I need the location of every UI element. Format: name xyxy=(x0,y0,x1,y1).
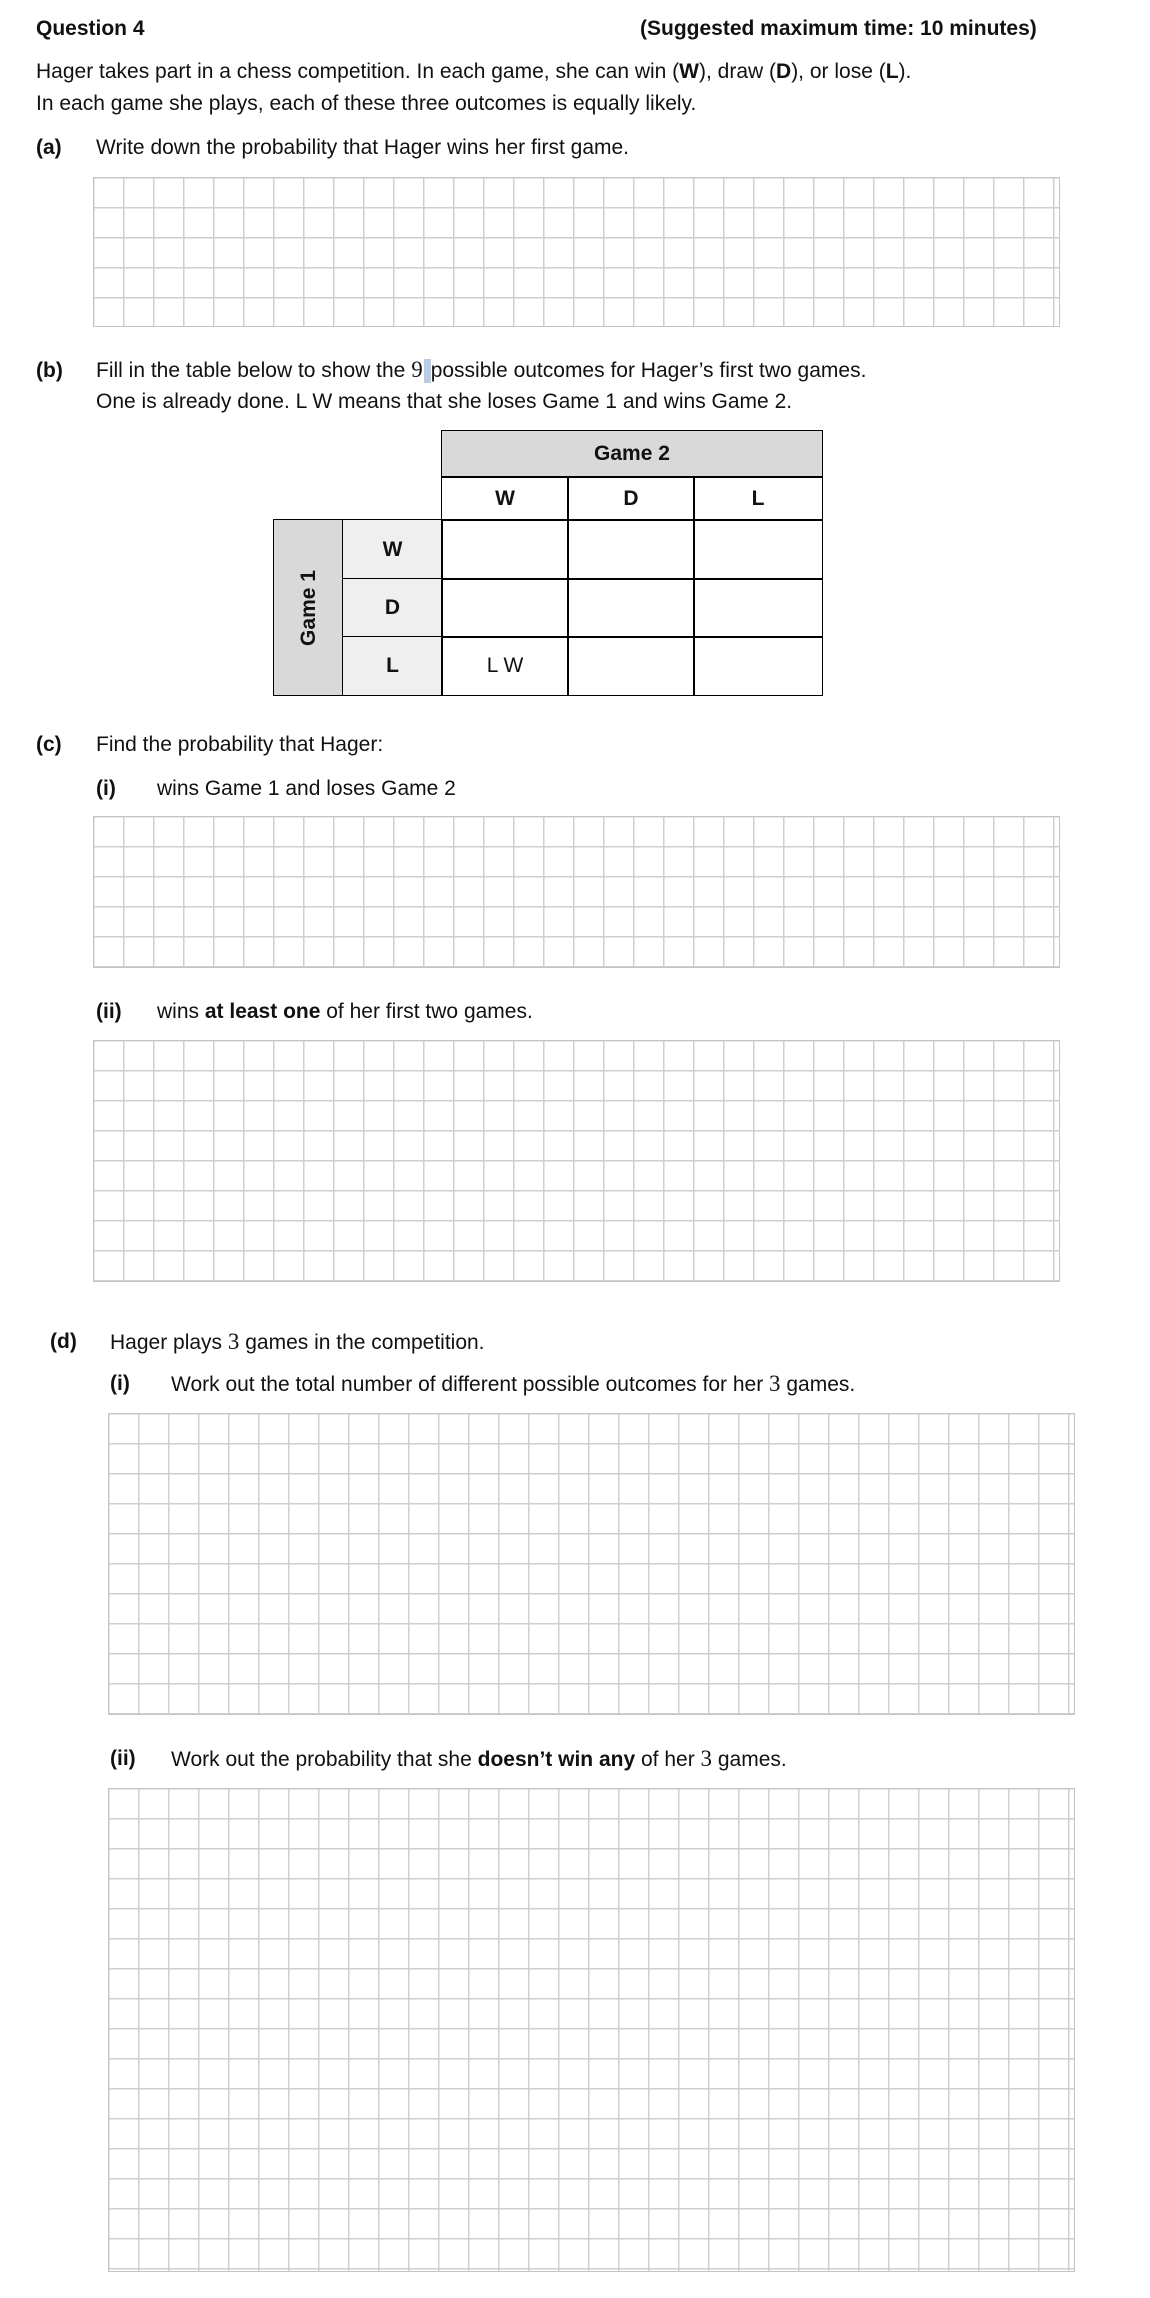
part-d-i-label: (i) xyxy=(110,1372,130,1395)
part-d-label: (d) xyxy=(50,1330,77,1353)
cell-d-l[interactable] xyxy=(693,578,823,638)
part-c-ii-label: (ii) xyxy=(96,1000,122,1023)
cell-d-w[interactable] xyxy=(441,578,569,638)
question-title: Question 4 xyxy=(36,17,145,40)
part-d-ii-text: Work out the probability that she doesn’t win any of her 3 games. xyxy=(171,1746,787,1771)
answer-grid-d-i[interactable] xyxy=(108,1413,1075,1715)
row-header-d: D xyxy=(342,578,443,638)
part-b-line-2: One is already done. L W means that she loses Game 1 and wins Game 2. xyxy=(96,390,793,413)
intro-line-2: In each game she plays, each of these three outcomes is equally likely. xyxy=(36,92,697,115)
game1-header: Game 1 xyxy=(273,519,344,696)
part-c-i-label: (i) xyxy=(96,777,116,800)
answer-grid-c-i[interactable] xyxy=(93,816,1060,968)
cell-l-l[interactable] xyxy=(693,636,823,696)
text-cursor xyxy=(424,359,431,383)
row-header-w: W xyxy=(342,519,443,580)
col-header-l: L xyxy=(693,476,823,521)
cell-w-l[interactable] xyxy=(693,519,823,580)
intro-line-1: Hager takes part in a chess competition. In each game, she can win (W), draw (D), or lose (L). xyxy=(36,60,912,83)
part-c-i-text: wins Game 1 and loses Game 2 xyxy=(157,777,456,800)
part-c-text: Find the probability that Hager: xyxy=(96,733,384,756)
row-header-l: L xyxy=(342,636,443,696)
part-c-label: (c) xyxy=(36,733,62,756)
part-d-text: Hager plays 3 games in the competition. xyxy=(110,1329,485,1354)
game2-header: Game 2 xyxy=(441,430,823,478)
cell-l-w[interactable]: L W xyxy=(441,636,569,696)
suggested-time: (Suggested maximum time: 10 minutes) xyxy=(640,17,1037,40)
col-header-w: W xyxy=(441,476,569,521)
part-c-ii-text: wins at least one of her first two games. xyxy=(157,1000,533,1023)
part-d-ii-label: (ii) xyxy=(110,1747,136,1770)
part-a-text: Write down the probability that Hager wins her first game. xyxy=(96,136,630,159)
cell-w-w[interactable] xyxy=(441,519,569,580)
answer-grid-c-ii[interactable] xyxy=(93,1040,1060,1282)
cell-d-d[interactable] xyxy=(567,578,695,638)
cell-w-d[interactable] xyxy=(567,519,695,580)
part-d-i-text: Work out the total number of different possible outcomes for her 3 games. xyxy=(171,1371,856,1396)
cell-l-d[interactable] xyxy=(567,636,695,696)
col-header-d: D xyxy=(567,476,695,521)
part-a-label: (a) xyxy=(36,136,62,159)
part-b-label: (b) xyxy=(36,359,63,382)
part-b-line-1: Fill in the table below to show the 9 possible outcomes for Hager’s first two games. xyxy=(96,357,867,382)
answer-grid-d-ii[interactable] xyxy=(108,1788,1075,2272)
answer-grid-a[interactable] xyxy=(93,177,1060,327)
